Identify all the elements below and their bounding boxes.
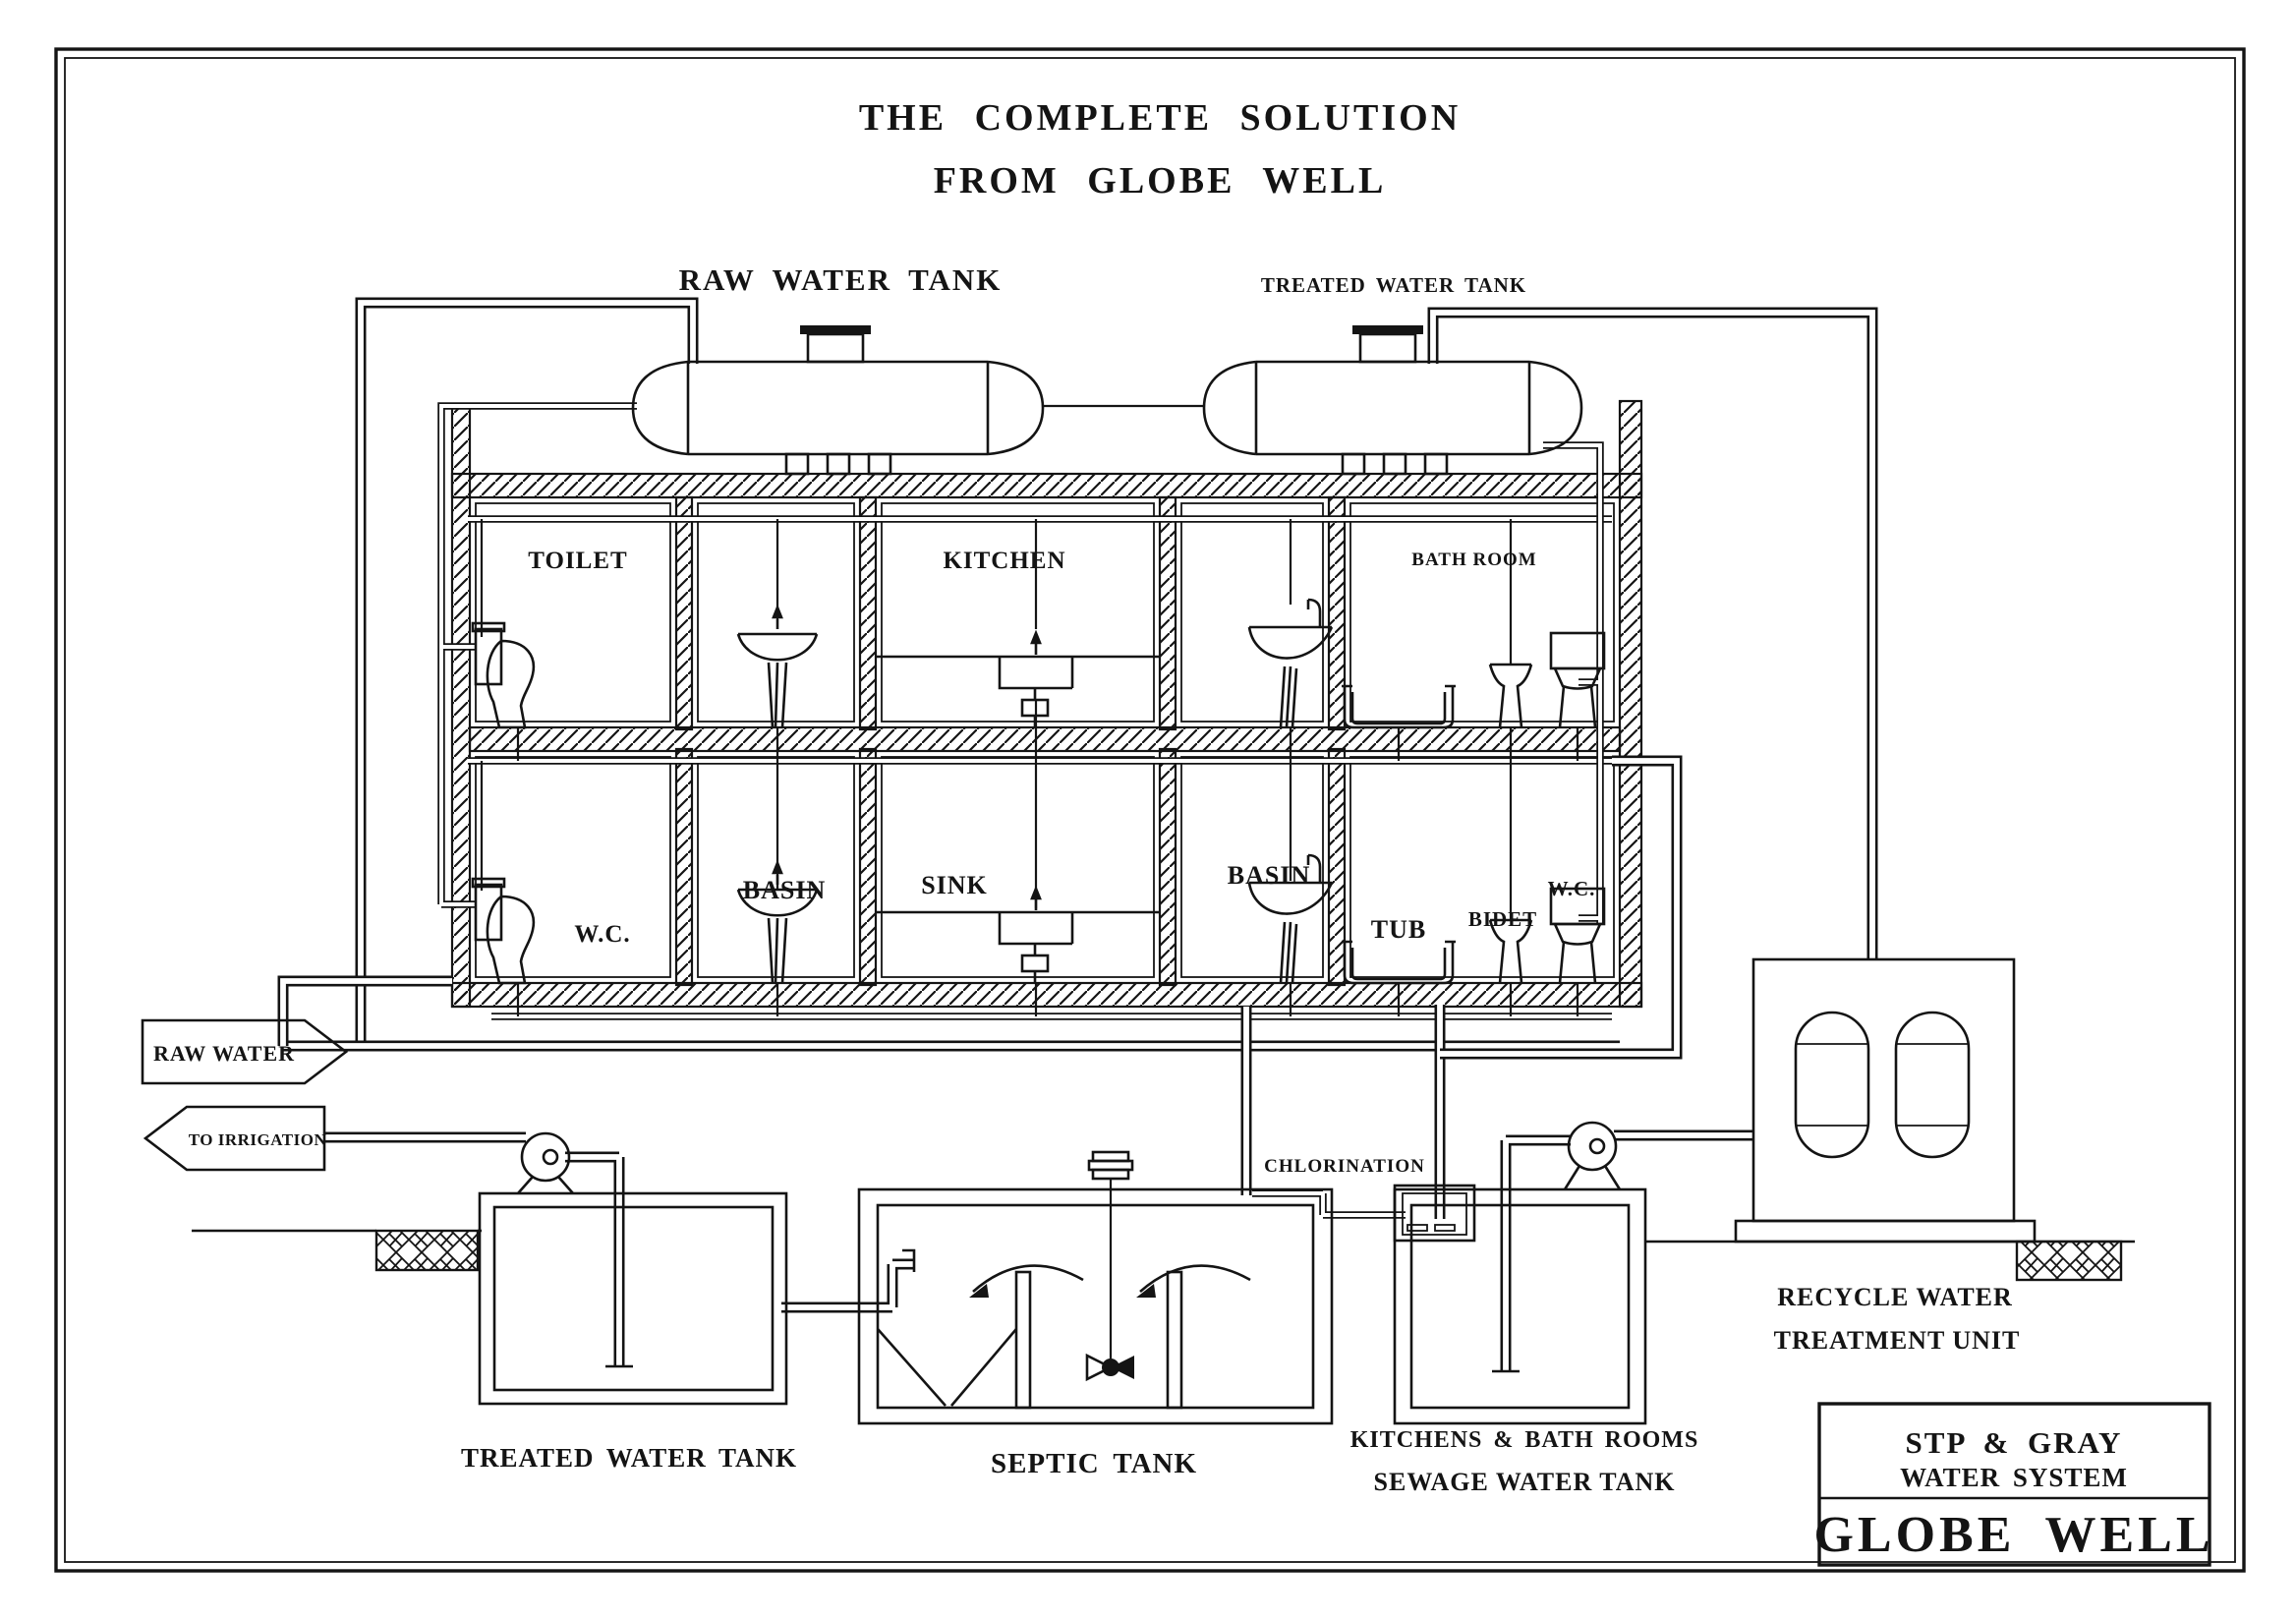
- partition-wall: [860, 497, 876, 729]
- septic-tank: [859, 1152, 1332, 1479]
- sludge-hopper: [878, 1329, 1016, 1406]
- partition-wall: [676, 749, 692, 985]
- toilet-room-label: TOILET: [528, 548, 628, 574]
- ground-hatch: [376, 1231, 478, 1270]
- ground-hatch: [2017, 1242, 2121, 1280]
- toilet-icon: [473, 879, 534, 983]
- ground: [192, 1231, 2135, 1280]
- underground-treated-tank: [461, 1133, 797, 1473]
- baffle: [1016, 1272, 1030, 1408]
- left-wall: [452, 406, 470, 1007]
- treatment-unit-label-1: RECYCLE WATER: [1777, 1283, 2013, 1311]
- chlorination-label: CHLORINATION: [1264, 1156, 1425, 1177]
- partition-wall: [1160, 749, 1176, 985]
- mid-slab: [470, 727, 1620, 751]
- basin-left-label: BASIN: [742, 876, 827, 904]
- roof-slab: [452, 474, 1641, 497]
- partition-wall: [1329, 497, 1345, 729]
- system-name-line-1: STP & GRAY: [1905, 1425, 2123, 1460]
- sewage-tank-label-1: KITCHENS & BATH ROOMS: [1349, 1427, 1699, 1453]
- recycle-treatment-unit: [1736, 959, 2035, 1355]
- sewage-tank-label-2: SEWAGE WATER TANK: [1373, 1468, 1676, 1496]
- bidet-icon: [1490, 665, 1531, 727]
- toilet-icon: [1551, 633, 1604, 727]
- pump-icon: [518, 1133, 573, 1193]
- basin-icon: [1249, 600, 1332, 727]
- mixer-icon: [1087, 1152, 1134, 1379]
- raw-water-tank: [633, 262, 1043, 474]
- basin-icon: [738, 608, 817, 727]
- tank-manhole: [1360, 334, 1415, 362]
- baffle: [1168, 1272, 1181, 1408]
- to-irrigation-arrow: [145, 1107, 326, 1170]
- kitchen-room-label: KITCHEN: [943, 548, 1066, 574]
- bottom-slab: [452, 983, 1641, 1007]
- tub-label: TUB: [1370, 915, 1427, 944]
- bidet-label: BIDET: [1467, 907, 1538, 931]
- wc-left-label: W.C.: [574, 921, 631, 948]
- treatment-unit-label-2: TREATMENT UNIT: [1773, 1326, 2021, 1355]
- bath-room-label: BATH ROOM: [1411, 550, 1537, 570]
- treated-water-tank-label: TREATED WATER TANK: [1260, 273, 1527, 297]
- raw-water-arrow-label: RAW WATER: [152, 1041, 296, 1066]
- main-title: [859, 97, 1461, 202]
- partition-wall: [676, 497, 692, 729]
- title-line-1: THE COMPLETE SOLUTION: [858, 97, 1462, 139]
- kitchen-sink-icon: [876, 889, 1160, 983]
- kitchen-sink-icon: [876, 633, 1160, 727]
- septic-tank-label: SEPTIC TANK: [990, 1448, 1198, 1479]
- raw-water-arrow: [143, 1020, 346, 1083]
- basin-right-label: BASIN: [1227, 861, 1311, 890]
- sewage-water-tank: [1264, 1123, 1698, 1496]
- to-irrigation-arrow-label: TO IRRIGATION: [188, 1130, 327, 1149]
- wc-right-label: W.C.: [1547, 877, 1596, 900]
- system-name-line-2: WATER SYSTEM: [1900, 1463, 2128, 1492]
- treated-water-tank-roof: [1204, 273, 1581, 474]
- partition-wall: [1329, 749, 1345, 985]
- raw-water-tank-label: RAW WATER TANK: [678, 262, 1003, 297]
- title-line-2: FROM GLOBE WELL: [933, 160, 1387, 202]
- underground-treated-tank-label: TREATED WATER TANK: [460, 1443, 798, 1473]
- tank-manhole: [808, 334, 863, 362]
- partition-wall: [860, 749, 876, 985]
- toilet-icon: [473, 623, 534, 727]
- partition-wall: [1160, 497, 1176, 729]
- brand-name: GLOBE WELL: [1813, 1507, 2214, 1563]
- fixtures: [473, 600, 1604, 983]
- unit-base: [1736, 1221, 2035, 1242]
- pump-icon: [1565, 1123, 1620, 1189]
- sink-label: SINK: [921, 871, 988, 899]
- toilet-icon: [1551, 889, 1604, 983]
- filter-vessel-icon: [1796, 1012, 1969, 1157]
- title-block: [1813, 1404, 2213, 1565]
- right-wall: [1620, 401, 1641, 1007]
